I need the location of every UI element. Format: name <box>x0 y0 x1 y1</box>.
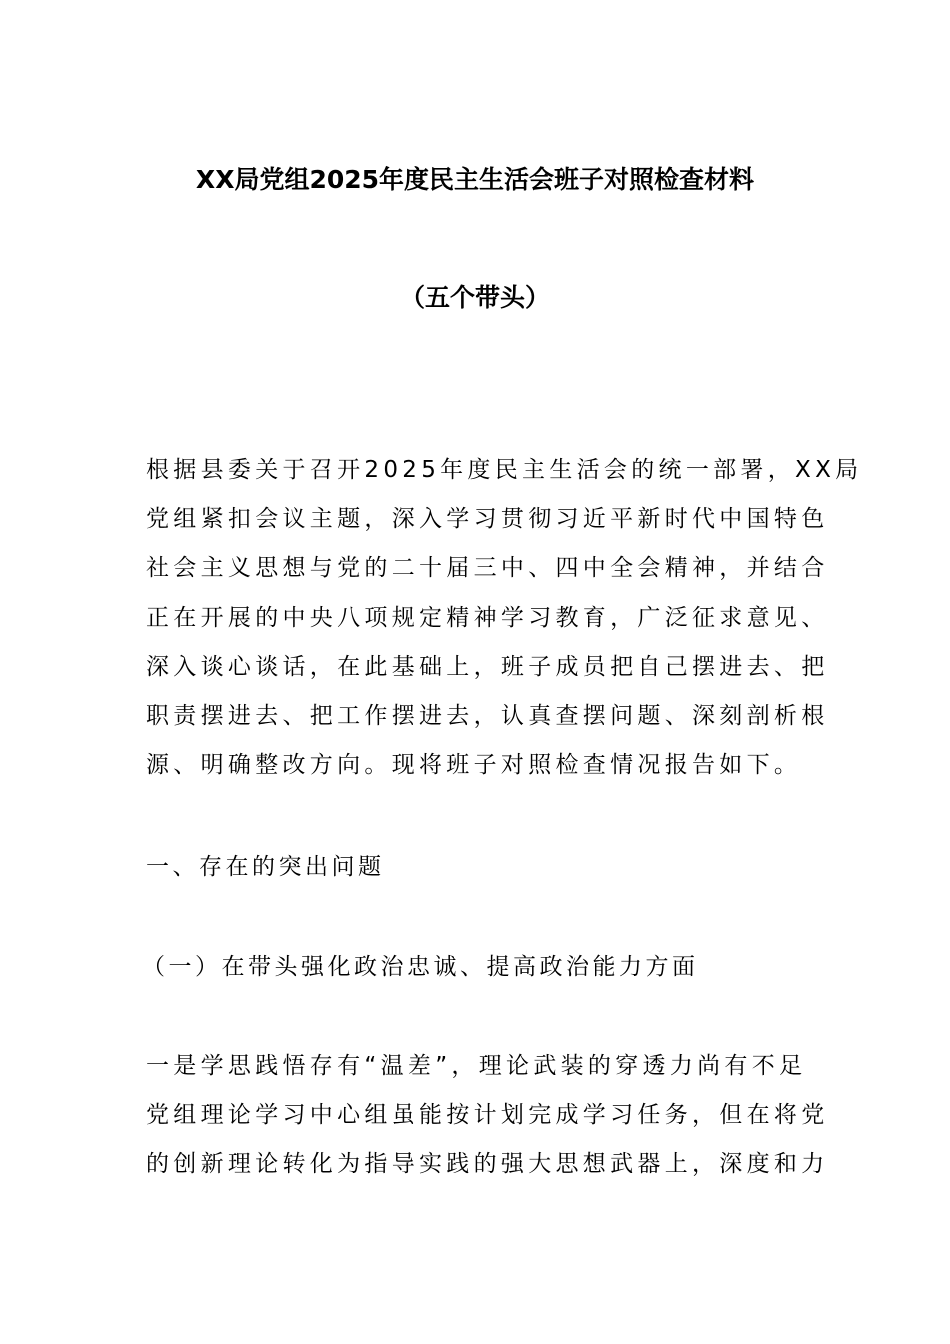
section-heading: 一、存在的突出问题 <box>146 854 385 880</box>
paragraph-line: 党组理论学习中心组虽能按计划完成学习任务，但在将党 <box>146 1102 829 1128</box>
document-title: XX局党组2025年度民主生活会班子对照检查材料 <box>195 165 755 194</box>
subsection-heading: （一）在带头强化政治忠诚、提高政治能力方面 <box>142 954 699 980</box>
paragraph-line: 正在开展的中央八项规定精神学习教育，广泛征求意见、 <box>146 605 829 631</box>
document-subtitle: （五个带头） <box>399 283 550 312</box>
paragraph-line: 的创新理论转化为指导实践的强大思想武器上，深度和力 <box>146 1151 829 1177</box>
paragraph-line: 党组紧扣会议主题，深入学习贯彻习近平新时代中国特色 <box>146 506 829 532</box>
paragraph-line: 一是学思践悟存有“温差”，理论武装的穿透力尚有不足 <box>146 1053 807 1079</box>
paragraph-line: 职责摆进去、把工作摆进去，认真查摆问题、深刻剖析根 <box>146 703 829 729</box>
paragraph-line: 根据县委关于召开2025年度民主生活会的统一部署，XX局 <box>146 457 863 483</box>
paragraph-line: 源、明确整改方向。现将班子对照检查情况报告如下。 <box>146 752 802 778</box>
paragraph-line: 深入谈心谈话，在此基础上，班子成员把自己摆进去、把 <box>146 654 829 680</box>
paragraph-line: 社会主义思想与党的二十届三中、四中全会精神，并结合 <box>146 555 829 581</box>
